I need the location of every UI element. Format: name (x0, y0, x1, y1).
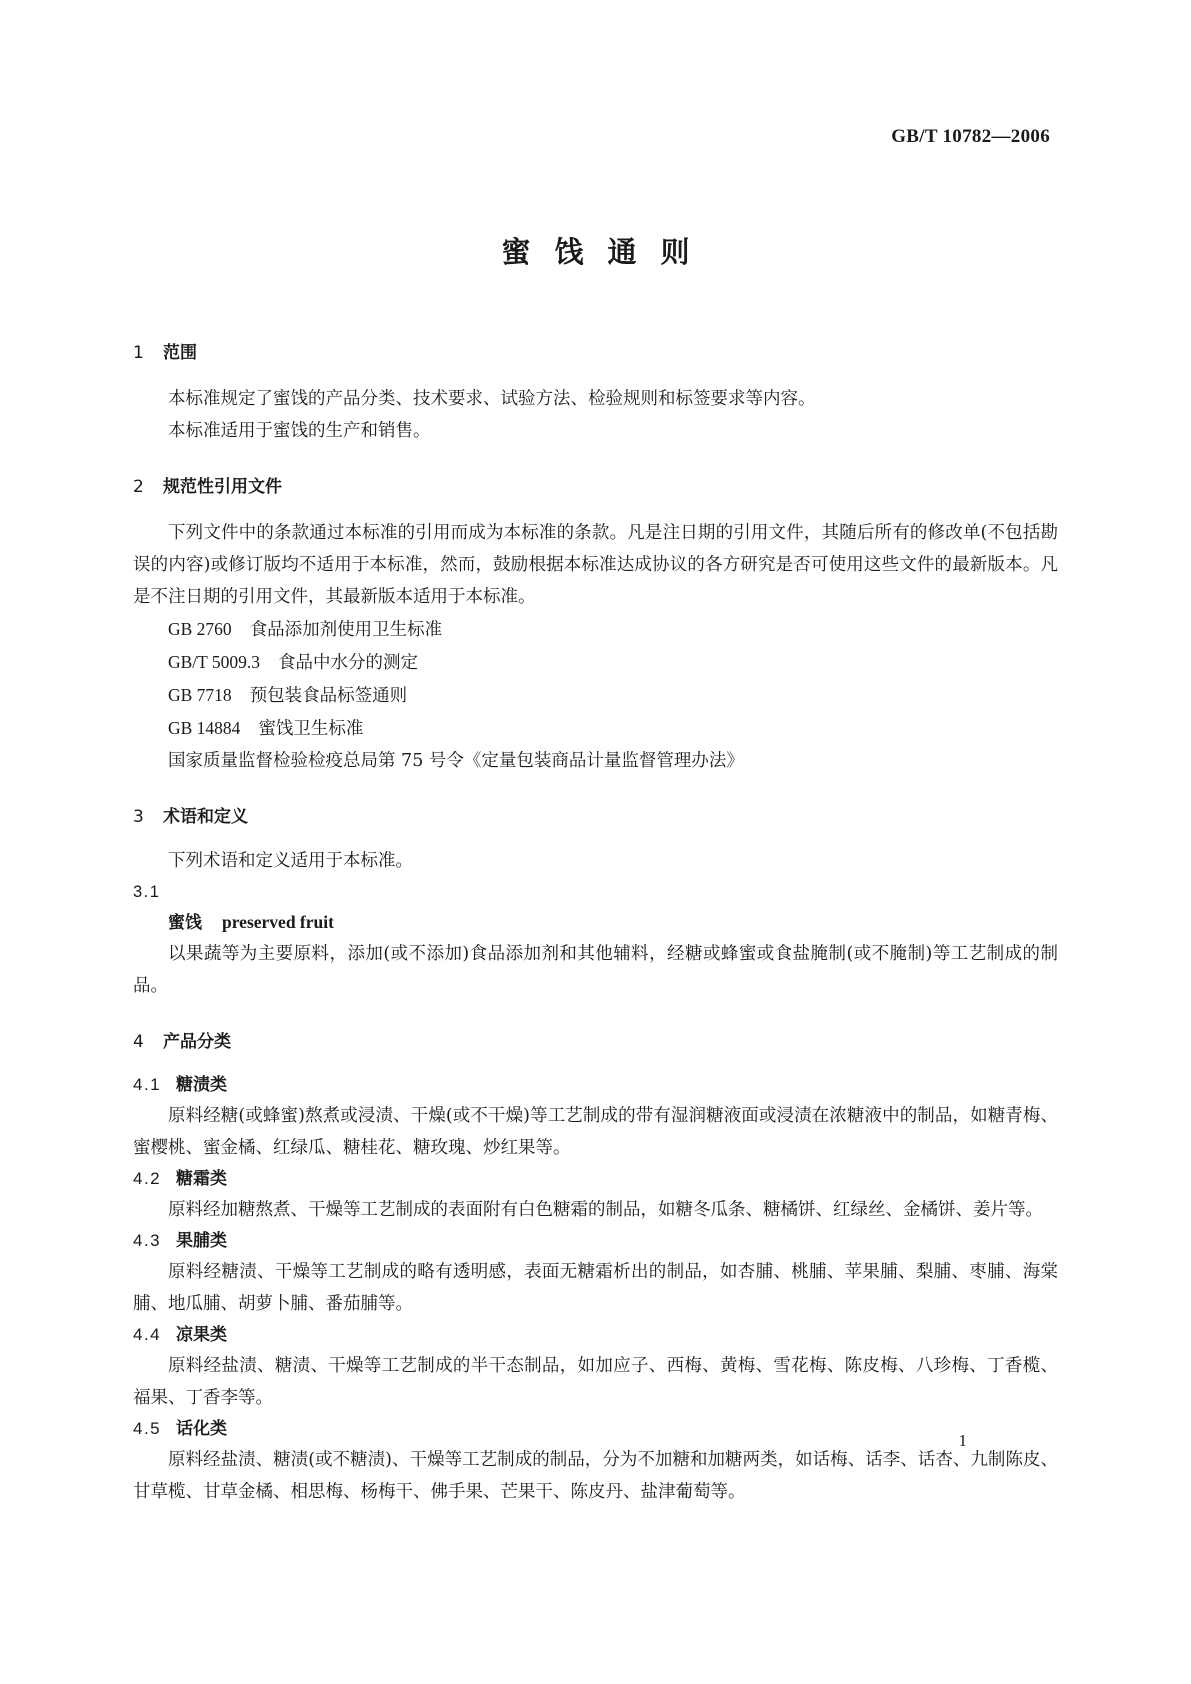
section-title: 范围 (163, 343, 197, 363)
subsection-heading (133, 1226, 1058, 1256)
section-heading-normative-references (133, 471, 1058, 503)
paragraph: 原料经糖渍、干燥等工艺制成的略有透明感，表面无糖霜析出的制品，如杏脯、桃脯、苹果脯、梨脯、枣脯、海棠脯、地瓜脯、胡萝卜脯、番茄脯等。 (133, 1262, 1058, 1314)
section-heading-terms (133, 801, 1058, 833)
subsection-number: 4.1 (133, 1075, 162, 1094)
reference-code: GB 2760 (168, 619, 232, 639)
subsection-title: 果脯类 (176, 1231, 227, 1251)
subsection-title: 糖霜类 (176, 1169, 227, 1189)
section-title: 术语和定义 (163, 807, 248, 827)
paragraph: 本标准规定了蜜饯的产品分类、技术要求、试验方法、检验规则和标签要求等内容。 (168, 389, 816, 409)
subsection-title: 糖渍类 (176, 1075, 227, 1095)
paragraph: 下列文件中的条款通过本标准的引用而成为本标准的条款。凡是注日期的引用文件，其随后所有的修改单(不包括勘误的内容)或修订版均不适用于本标准，然而，鼓励根据本标准达成协议的各方研究是否可使用这些文件的最新版本。凡是不注日期的引用文件，其最新版本适用于本标准。 (133, 523, 1058, 607)
subsection-number: 4.3 (133, 1231, 162, 1250)
reference-item (133, 646, 1058, 679)
section-number: 4 (133, 1032, 144, 1052)
subsection-heading (133, 1164, 1058, 1194)
paragraph: 原料经糖(或蜂蜜)熬煮或浸渍、干燥(或不干燥)等工艺制成的带有湿润糖液面或浸渍在浓糖液中的制品，如糖青梅、蜜樱桃、蜜金橘、红绿瓜、糖桂花、糖玫瑰、炒红果等。 (133, 1106, 1058, 1158)
paragraph: 原料经盐渍、糖渍、干燥等工艺制成的半干态制品，如加应子、西梅、黄梅、雪花梅、陈皮梅、八珍梅、丁香榄、福果、丁香李等。 (133, 1356, 1058, 1408)
subsection-title: 凉果类 (176, 1325, 227, 1345)
term-english: preserved fruit (222, 912, 334, 932)
standard-number: GB/T 10782—2006 (891, 126, 1050, 147)
term-entry (133, 907, 1058, 938)
subsection-number: 4.2 (133, 1169, 162, 1188)
section-number: 1 (133, 343, 144, 363)
reference-title: 预包装食品标签通则 (249, 686, 408, 706)
reference-code: GB 7718 (168, 685, 232, 705)
section-heading-classification (133, 1026, 1058, 1058)
page-number: 1 (958, 1431, 967, 1450)
section-number: 3 (133, 807, 144, 827)
reference-item: 国家质量监督检验检疫总局第 75 号令《定量包装商品计量监督管理办法》 (168, 751, 744, 771)
document-title: 蜜饯通则 (501, 235, 714, 269)
subsection-heading (133, 1070, 1058, 1100)
term-chinese: 蜜饯 (168, 913, 202, 933)
reference-item (133, 712, 1058, 745)
section-title: 产品分类 (163, 1032, 231, 1052)
reference-item (133, 613, 1058, 646)
reference-title: 食品添加剂使用卫生标准 (249, 620, 443, 640)
subsection-heading (133, 1414, 1058, 1444)
subsection-heading (133, 1320, 1058, 1350)
subsection-number: 4.5 (133, 1419, 162, 1438)
subsection-title: 话化类 (176, 1419, 227, 1439)
subsection-number: 4.4 (133, 1325, 162, 1344)
section-title: 规范性引用文件 (163, 477, 282, 497)
paragraph: 原料经盐渍、糖渍(或不糖渍)、干燥等工艺制成的制品，分为不加糖和加糖两类，如话梅、话李、话杏、九制陈皮、甘草榄、甘草金橘、相思梅、杨梅干、佛手果、芒果干、陈皮丹、盐津葡萄等。 (133, 1450, 1058, 1502)
paragraph: 下列术语和定义适用于本标准。 (168, 851, 413, 871)
reference-item (133, 679, 1058, 712)
reference-title: 蜜饯卫生标准 (258, 719, 364, 739)
term-definition: 以果蔬等为主要原料，添加(或不添加)食品添加剂和其他辅料，经糖或蜂蜜或食盐腌制(或不腌制)等工艺制成的制品。 (133, 944, 1058, 996)
subsection-number: 3.1 (133, 883, 161, 901)
reference-code: GB 14884 (168, 718, 241, 738)
document-body (133, 337, 1058, 1508)
paragraph: 原料经加糖熬煮、干燥等工艺制成的表面附有白色糖霜的制品，如糖冬瓜条、糖橘饼、红绿丝、金橘饼、姜片等。 (168, 1200, 1043, 1220)
reference-title: 食品中水分的测定 (278, 653, 419, 673)
section-heading-scope (133, 337, 1058, 369)
reference-code: GB/T 5009.3 (168, 652, 261, 672)
paragraph: 本标准适用于蜜饯的生产和销售。 (168, 421, 431, 441)
section-number: 2 (133, 477, 144, 497)
